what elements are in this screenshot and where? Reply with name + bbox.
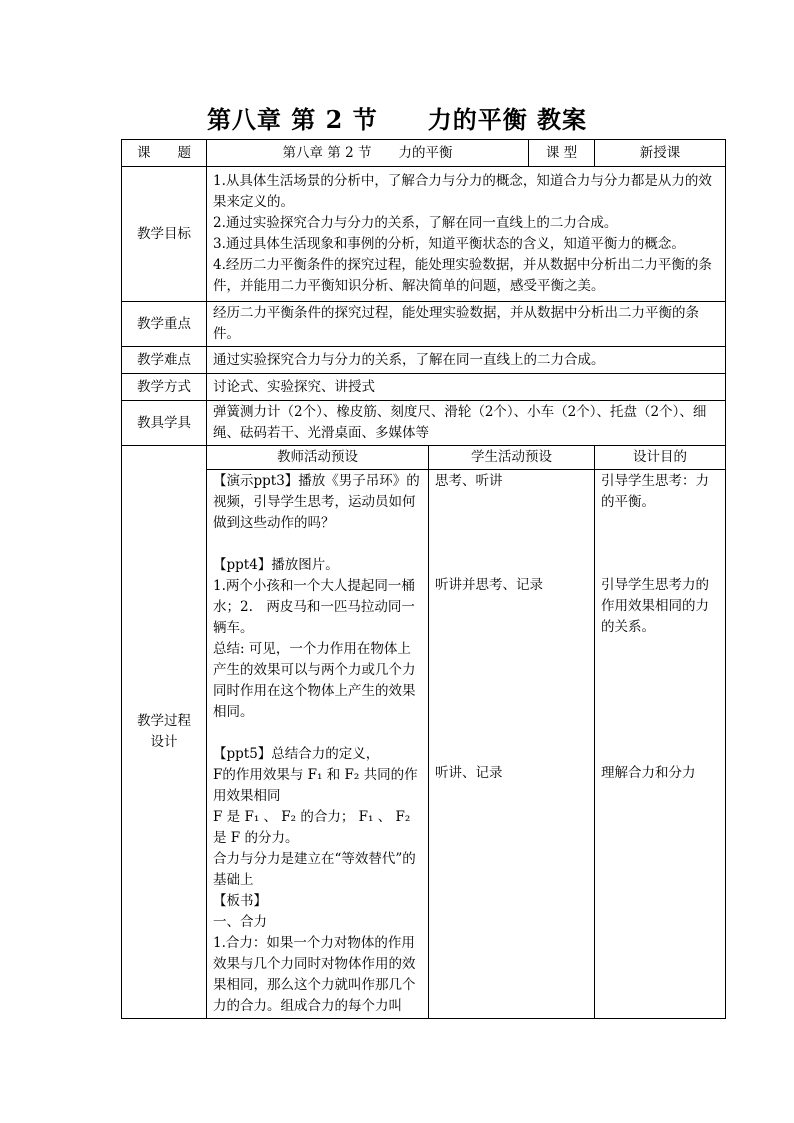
teacher-block-3-line: F的作用效果与 F₁ 和 F₂ 共同的作用效果相同 [213, 767, 418, 804]
lesson-type-value: 新授课 [595, 140, 726, 167]
teacher-block-1: 【演示ppt3】播放《男子吊环》的视频，引导学生思考，运动员如何做到这些动作的吗？ [213, 473, 420, 531]
tools-value: 弹簧测力计（2个）、橡皮筋、刻度尺、滑轮（2个）、小车（2个）、托盘（2个）、细绳、砝码若干、光滑桌面、多媒体等 [207, 401, 726, 446]
teacher-block-3-line: 合力与分力是建立在“等效替代”的基础上 [213, 851, 416, 888]
student-block-3: 听讲、记录 [435, 765, 503, 781]
goals-content [207, 167, 726, 302]
student-block-2: 听讲并思考、记录 [435, 577, 543, 593]
topic-row [122, 140, 726, 167]
key-points-row [122, 302, 726, 347]
purpose-block-3: 理解合力和分力 [601, 765, 696, 781]
teacher-block-2-line: 【ppt4】播放图片。 [213, 557, 339, 573]
teacher-block-2-line: 1.两个小孩和一个大人提起同一桶水；2. 两皮马和一匹马拉动同一辆车。 [213, 578, 415, 636]
goal-item: 1.从具体生活场景的分析中，了解合力与分力的概念，知道合力与分力都是从力的效果来定义的。 [213, 173, 712, 210]
lesson-plan-table [121, 139, 726, 1019]
student-block-1: 思考、听讲 [435, 473, 503, 489]
difficulties-row [122, 347, 726, 374]
design-purpose-cell [595, 470, 726, 1019]
method-value: 讨论式、实验探究、讲授式 [207, 374, 726, 401]
goals-label: 教学目标 [122, 167, 207, 302]
tools-row [122, 401, 726, 446]
lesson-type-label: 课 型 [529, 140, 595, 167]
key-points-label: 教学重点 [122, 302, 207, 347]
teacher-block-3-line: 【板书】 [213, 893, 267, 909]
method-row [122, 374, 726, 401]
goal-item: 2.通过实验探究合力与分力的关系，了解在同一直线上的二力合成。 [213, 215, 618, 231]
student-activity-cell [429, 470, 595, 1019]
teacher-block-3-line: F 是 F₁ 、 F₂ 的合力； F₁ 、 F₂ 是 F 的分力。 [213, 809, 411, 846]
purpose-block-2: 引导学生思考力的作用效果相同的力的关系。 [601, 577, 709, 635]
goals-row [122, 167, 726, 302]
key-points-value: 经历二力平衡条件的探究过程，能处理实验数据，并从数据中分析出二力平衡的条件。 [207, 302, 726, 347]
purpose-block-1: 引导学生思考：力的平衡。 [601, 473, 709, 510]
teacher-activity-header: 教师活动预设 [207, 446, 429, 470]
teacher-activity-cell [207, 470, 429, 1019]
method-label: 教学方式 [122, 374, 207, 401]
teacher-block-2-line: 总结: 可见，一个力作用在物体上产生的效果可以与两个力或几个力同时作用在这个物体上产生的效果相同。 [213, 641, 416, 720]
goal-item: 4.经历二力平衡条件的探究过程，能处理实验数据，并从数据中分析出二力平衡的条件，并能用二力平衡知识分析、解决简单的问题，感受平衡之美。 [213, 257, 712, 294]
process-label: 教学过程设计 [122, 446, 207, 1019]
page-title: 第八章 第 2 节 力的平衡 教案 [206, 105, 588, 134]
process-content-row [122, 470, 726, 1019]
teacher-block-3-line: 【ppt5】总结合力的定义， [213, 746, 380, 762]
teacher-block-3-line: 一、合力 [213, 914, 267, 930]
design-purpose-header: 设计目的 [595, 446, 726, 470]
student-activity-header: 学生活动预设 [429, 446, 595, 470]
tools-label: 教具学具 [122, 401, 207, 446]
teacher-block-3-line: 1.合力：如果一个力对物体的作用效果与几个力同时对物体作用的效果相同，那么这个力就叫作那几个力的合力。组成合力的每个力叫 [213, 935, 416, 1014]
difficulties-value: 通过实验探究合力与分力的关系，了解在同一直线上的二力合成。 [207, 347, 726, 374]
topic-value: 第八章 第 2 节 力的平衡 [207, 140, 529, 167]
topic-label: 课 题 [122, 140, 207, 167]
goal-item: 3.通过具体生活现象和事例的分析，知道平衡状态的含义，知道平衡力的概念。 [213, 236, 685, 252]
process-header-row [122, 446, 726, 470]
difficulties-label: 教学难点 [122, 347, 207, 374]
